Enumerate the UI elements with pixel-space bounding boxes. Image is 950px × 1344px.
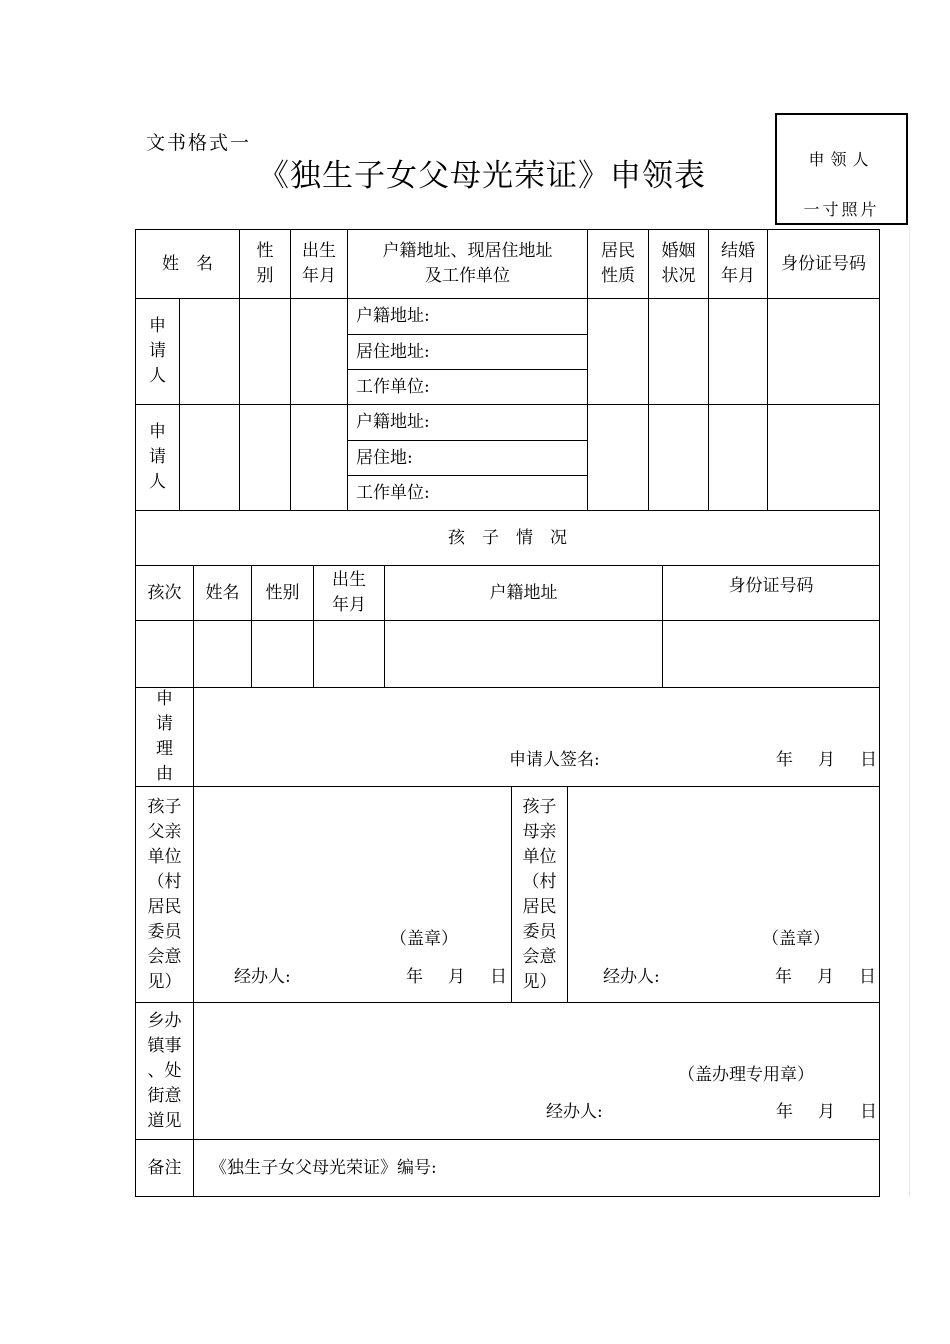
applicant2-work-field[interactable]: 工作单位: (347, 475, 588, 511)
reason-label: 申 请 理 由 (135, 687, 194, 787)
header-name (135, 229, 240, 299)
town-office-label: 乡办 镇事 、处 街意 道见 (135, 1002, 194, 1140)
child-id-field[interactable] (662, 620, 880, 688)
applicant2-residence-field[interactable]: 居住地: (347, 440, 588, 476)
mother-unit-label: 孩子 母亲 单位 （村 居民 委员 会意 见） (511, 786, 568, 1003)
child-hukou-field[interactable] (384, 620, 663, 688)
header-id-number: 身份证号码 (767, 229, 880, 299)
father-unit-opinion-field[interactable] (193, 786, 512, 1003)
header-marital-status: 婚姻 状况 (648, 229, 709, 299)
photo-size-label: 一寸照片 (803, 200, 880, 219)
applicant2-id-field[interactable] (767, 404, 880, 511)
child-header-order: 孩次 (135, 565, 194, 621)
child-section-title: 孩 子 情 况 (135, 510, 880, 566)
reason-date: 年 月 日 (776, 750, 881, 770)
header-gender: 性 别 (239, 229, 291, 299)
applicant1-hukou-field[interactable]: 户籍地址: (347, 298, 588, 335)
header-resident-type: 居民 性质 (587, 229, 649, 299)
applicant1-gender-field[interactable] (239, 298, 291, 405)
mother-unit-seal: （盖章） (762, 929, 830, 949)
certificate-number-label: 《独生子女父母光荣证》编号: (210, 1157, 437, 1178)
mother-unit-date: 年 月 日 (775, 967, 880, 987)
document-format-label: 文书格式一 (146, 132, 252, 154)
father-unit-date: 年 月 日 (406, 967, 511, 987)
applicant1-resident-type-field[interactable] (587, 298, 649, 405)
applicant1-marriage-date-field[interactable] (708, 298, 768, 405)
father-unit-label: 孩子 父亲 单位 （村 居民 委员 会意 见） (135, 786, 194, 1003)
header-name-text: 姓 名 (162, 253, 213, 274)
form-title: 《独生子女父母光荣证》申领表 (258, 158, 706, 194)
reason-field[interactable] (193, 687, 880, 787)
remark-label: 备注 (135, 1139, 194, 1197)
remark-field[interactable] (193, 1139, 880, 1197)
header-marriage-date: 结婚 年月 (708, 229, 768, 299)
child-header-hukou: 户籍地址 (384, 565, 663, 621)
photo-box (775, 113, 908, 225)
child-header-gender: 性别 (251, 565, 314, 621)
town-office-seal: （盖办理专用章） (678, 1065, 814, 1085)
applicant2-marital-field[interactable] (648, 404, 709, 511)
applicant2-gender-field[interactable] (239, 404, 291, 511)
applicant2-marriage-date-field[interactable] (708, 404, 768, 511)
applicant1-id-field[interactable] (767, 298, 880, 405)
child-gender-field[interactable] (251, 620, 314, 688)
child-header-id-number: 身份证号码 (662, 565, 880, 621)
applicant2-hukou-field[interactable]: 户籍地址: (347, 404, 588, 441)
child-header-birth: 出生 年月 (313, 565, 385, 621)
applicant1-marital-field[interactable] (648, 298, 709, 405)
applicant2-birth-field[interactable] (290, 404, 348, 511)
town-office-opinion-field[interactable] (193, 1002, 880, 1140)
applicant1-work-field[interactable]: 工作单位: (347, 369, 588, 405)
child-name-field[interactable] (193, 620, 252, 688)
header-address: 户籍地址、现居住地址 及工作单位 (347, 229, 588, 299)
header-birth: 出生 年月 (290, 229, 348, 299)
applicant1-residence-field[interactable]: 居住地址: (347, 334, 588, 370)
child-header-name: 姓名 (193, 565, 252, 621)
child-order-field[interactable] (135, 620, 194, 688)
father-unit-seal: （盖章） (390, 929, 458, 949)
child-birth-field[interactable] (313, 620, 385, 688)
applicant1-name-field[interactable] (179, 298, 240, 405)
photo-label: 申领人 (808, 150, 875, 169)
applicant2-resident-type-field[interactable] (587, 404, 649, 511)
mother-unit-opinion-field[interactable] (567, 786, 880, 1003)
applicant2-label: 申 请 人 (135, 404, 180, 511)
town-office-date: 年 月 日 (776, 1102, 881, 1122)
mother-unit-handler: 经办人: (603, 967, 660, 987)
applicant2-name-field[interactable] (179, 404, 240, 511)
applicant-signature-label: 申请人签名: (509, 750, 600, 770)
margin-line (909, 226, 910, 1196)
applicant1-label: 申 请 人 (135, 298, 180, 405)
town-office-handler: 经办人: (546, 1102, 603, 1122)
applicant1-birth-field[interactable] (290, 298, 348, 405)
father-unit-handler: 经办人: (234, 967, 291, 987)
